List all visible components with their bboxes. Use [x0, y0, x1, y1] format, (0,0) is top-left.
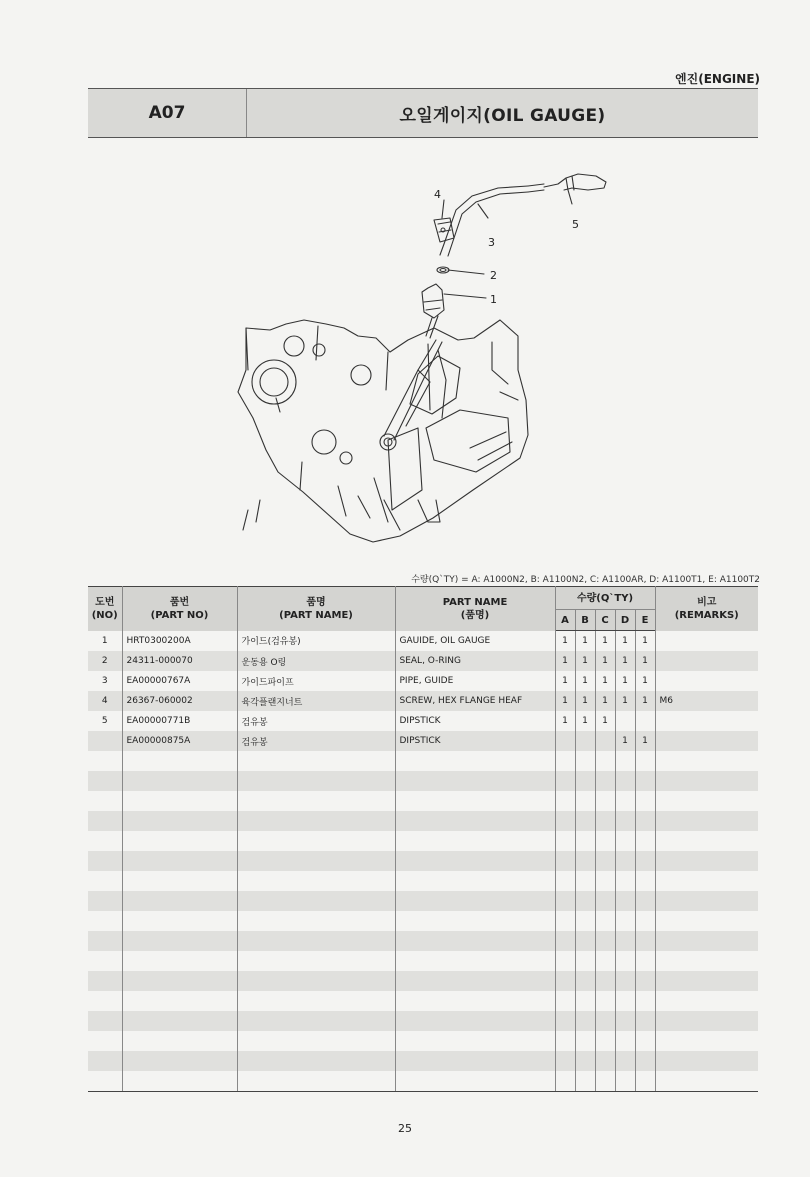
cell-qty-a: 1 — [555, 711, 575, 731]
cell-qty-b — [575, 731, 595, 751]
cell-qty-c: 1 — [595, 631, 615, 652]
cell-name-ko — [237, 931, 395, 951]
cell-qty-c — [595, 1031, 615, 1051]
table-row — [88, 1031, 758, 1051]
cell-qty-b — [575, 951, 595, 971]
table-row — [88, 751, 758, 771]
cell-qty-c — [595, 751, 615, 771]
cell-qty-d: 1 — [615, 631, 635, 652]
cell-qty-c — [595, 851, 615, 871]
cell-qty-a: 1 — [555, 631, 575, 652]
col-part-no-header: 품번 (PART NO) — [122, 587, 237, 631]
cell-qty-a — [555, 771, 575, 791]
cell-qty-d — [615, 1071, 635, 1092]
cell-part-no — [122, 771, 237, 791]
cell-name-ko: 육각플랜지너트 — [237, 691, 395, 711]
cell-qty-e — [635, 751, 655, 771]
cell-qty-d — [615, 871, 635, 891]
title-band — [88, 88, 758, 138]
cell-remarks — [655, 1051, 758, 1071]
cell-part-no — [122, 831, 237, 851]
cell-qty-e — [635, 971, 655, 991]
cell-qty-a — [555, 831, 575, 851]
cell-qty-d — [615, 811, 635, 831]
qty-col-e: E — [635, 610, 655, 631]
cell-name-en: SEAL, O-RING — [395, 651, 555, 671]
cell-name-en — [395, 851, 555, 871]
cell-name-ko: 검유봉 — [237, 731, 395, 751]
cell-qty-e — [635, 871, 655, 891]
cell-qty-a — [555, 951, 575, 971]
cell-no: 5 — [88, 711, 122, 731]
cell-qty-d — [615, 891, 635, 911]
cell-qty-d — [615, 1031, 635, 1051]
cell-no — [88, 1031, 122, 1051]
cell-qty-e — [635, 1071, 655, 1092]
cell-qty-a: 1 — [555, 691, 575, 711]
table-row — [88, 631, 758, 652]
cell-qty-e — [635, 1011, 655, 1031]
block-bore — [252, 360, 296, 404]
cell-qty-d: 1 — [615, 691, 635, 711]
cell-qty-a: 1 — [555, 671, 575, 691]
qty-col-a: A — [555, 610, 575, 631]
table-row — [88, 851, 758, 871]
cell-qty-c — [595, 811, 615, 831]
cell-no — [88, 1011, 122, 1031]
col-qty-header: 수량(Q`TY) — [555, 587, 655, 610]
cell-qty-a — [555, 891, 575, 911]
col-part-name-en-header: PART NAME (품명) — [395, 587, 555, 631]
cell-name-ko: 운동용 O링 — [237, 651, 395, 671]
part-2-o-ring — [437, 267, 449, 273]
table-row — [88, 671, 758, 691]
cell-name-en: GAUIDE, OIL GAUGE — [395, 631, 555, 652]
table-row — [88, 1011, 758, 1031]
cell-qty-c — [595, 771, 615, 791]
cell-remarks — [655, 651, 758, 671]
table-row — [88, 951, 758, 971]
table-row — [88, 911, 758, 931]
cell-qty-b: 1 — [575, 711, 595, 731]
cell-qty-c: 1 — [595, 711, 615, 731]
table-row — [88, 791, 758, 811]
table-row — [88, 1051, 758, 1071]
cell-name-en — [395, 891, 555, 911]
engine-block — [238, 320, 528, 542]
callout-1: 1 — [490, 293, 497, 306]
cell-qty-a: 1 — [555, 651, 575, 671]
cell-qty-c — [595, 1071, 615, 1092]
cell-part-no — [122, 931, 237, 951]
cell-qty-d — [615, 951, 635, 971]
cell-name-ko — [237, 991, 395, 1011]
cell-qty-a — [555, 871, 575, 891]
cell-part-no: 24311-000070 — [122, 651, 237, 671]
section-label: 엔진(ENGINE) — [675, 72, 760, 86]
cell-part-no: HRT0300200A — [122, 631, 237, 652]
cell-qty-d — [615, 751, 635, 771]
cell-qty-c: 1 — [595, 691, 615, 711]
callout-5: 5 — [572, 218, 579, 231]
cell-remarks — [655, 911, 758, 931]
table-row — [88, 991, 758, 1011]
cell-name-en — [395, 931, 555, 951]
cell-qty-b — [575, 971, 595, 991]
cell-qty-a — [555, 751, 575, 771]
cell-qty-a — [555, 851, 575, 871]
cell-qty-d: 1 — [615, 671, 635, 691]
table-row — [88, 1071, 758, 1092]
cell-qty-a — [555, 1031, 575, 1051]
cell-qty-e — [635, 1031, 655, 1051]
cell-name-en — [395, 751, 555, 771]
cell-qty-b — [575, 991, 595, 1011]
qty-legend: 수량(Q`TY) = A: A1000N2, B: A1100N2, C: A1100AR, D: A1100T1, E: A1100T2 — [411, 575, 760, 585]
cell-no — [88, 891, 122, 911]
cell-qty-a — [555, 911, 575, 931]
cell-part-no — [122, 971, 237, 991]
table-row — [88, 691, 758, 711]
cell-qty-c — [595, 1051, 615, 1071]
cell-name-ko — [237, 831, 395, 851]
cell-part-no — [122, 991, 237, 1011]
cell-qty-b — [575, 751, 595, 771]
cell-qty-e — [635, 831, 655, 851]
table-row — [88, 711, 758, 731]
cell-name-en — [395, 871, 555, 891]
cell-part-no — [122, 1011, 237, 1031]
cell-qty-b — [575, 851, 595, 871]
cell-name-en — [395, 1071, 555, 1092]
cell-qty-e — [635, 711, 655, 731]
cell-qty-c — [595, 791, 615, 811]
callout-3: 3 — [488, 236, 495, 249]
cell-qty-b — [575, 1051, 595, 1071]
cell-remarks — [655, 831, 758, 851]
cell-qty-b — [575, 911, 595, 931]
cell-qty-c — [595, 1011, 615, 1031]
cell-name-en — [395, 951, 555, 971]
parts-table-container — [88, 586, 758, 1092]
cell-qty-d — [615, 771, 635, 791]
cell-qty-d — [615, 931, 635, 951]
cell-no — [88, 731, 122, 751]
cell-qty-e: 1 — [635, 731, 655, 751]
cell-no: 2 — [88, 651, 122, 671]
qty-col-b: B — [575, 610, 595, 631]
cell-remarks — [655, 1031, 758, 1051]
cell-name-en: PIPE, GUIDE — [395, 671, 555, 691]
cell-no — [88, 1051, 122, 1071]
cell-qty-e — [635, 791, 655, 811]
cell-part-no — [122, 811, 237, 831]
cell-qty-e — [635, 851, 655, 871]
cell-name-ko — [237, 891, 395, 911]
cell-no — [88, 1071, 122, 1092]
cell-qty-e — [635, 771, 655, 791]
cell-qty-e — [635, 891, 655, 911]
cell-no: 3 — [88, 671, 122, 691]
cell-qty-b — [575, 931, 595, 951]
cell-qty-c — [595, 931, 615, 951]
cell-no — [88, 831, 122, 851]
col-part-name-ko-header: 품명 (PART NAME) — [237, 587, 395, 631]
cell-qty-a — [555, 791, 575, 811]
cell-qty-d — [615, 791, 635, 811]
cell-no — [88, 951, 122, 971]
cell-qty-a — [555, 731, 575, 751]
cell-qty-b — [575, 1071, 595, 1092]
cell-remarks — [655, 771, 758, 791]
table-row — [88, 931, 758, 951]
cell-qty-e: 1 — [635, 671, 655, 691]
cell-qty-c — [595, 891, 615, 911]
table-row — [88, 811, 758, 831]
cell-qty-c — [595, 831, 615, 851]
cell-remarks — [655, 871, 758, 891]
cell-part-no — [122, 911, 237, 931]
cell-remarks — [655, 1011, 758, 1031]
guide-pipe-lower — [384, 340, 442, 440]
cell-part-no — [122, 891, 237, 911]
exploded-parts-diagram — [88, 160, 758, 570]
cell-part-no — [122, 1051, 237, 1071]
cell-no — [88, 911, 122, 931]
cell-remarks — [655, 731, 758, 751]
table-row — [88, 891, 758, 911]
cell-part-no: 26367-060002 — [122, 691, 237, 711]
cell-part-no — [122, 751, 237, 771]
cell-no — [88, 771, 122, 791]
cell-name-ko — [237, 811, 395, 831]
cell-name-en: SCREW, HEX FLANGE HEAF — [395, 691, 555, 711]
cell-qty-b: 1 — [575, 651, 595, 671]
cell-qty-e: 1 — [635, 651, 655, 671]
cell-qty-c — [595, 971, 615, 991]
cell-part-no: EA00000771B — [122, 711, 237, 731]
cell-name-en: DIPSTICK — [395, 731, 555, 751]
cell-name-en — [395, 991, 555, 1011]
cell-qty-d — [615, 851, 635, 871]
cell-qty-d — [615, 991, 635, 1011]
cell-name-ko: 검유봉 — [237, 711, 395, 731]
cell-qty-c: 1 — [595, 671, 615, 691]
cell-name-en — [395, 831, 555, 851]
cell-name-en — [395, 1011, 555, 1031]
cell-remarks: M6 — [655, 691, 758, 711]
cell-name-ko: 가이드파이프 — [237, 671, 395, 691]
cell-part-no — [122, 851, 237, 871]
group-code: A07 — [88, 89, 247, 137]
cell-qty-c — [595, 991, 615, 1011]
cell-name-ko — [237, 1071, 395, 1092]
cell-qty-a — [555, 971, 575, 991]
cell-name-en — [395, 1031, 555, 1051]
part-3-guide-pipe — [440, 186, 528, 256]
cell-no — [88, 811, 122, 831]
cell-part-no: EA00000767A — [122, 671, 237, 691]
cell-name-ko: 가이드(검유봉) — [237, 631, 395, 652]
cell-qty-b — [575, 831, 595, 851]
cell-qty-e — [635, 811, 655, 831]
cell-qty-e — [635, 911, 655, 931]
cell-remarks — [655, 751, 758, 771]
cell-qty-d: 1 — [615, 731, 635, 751]
cell-name-en — [395, 971, 555, 991]
cell-remarks — [655, 631, 758, 652]
table-row — [88, 871, 758, 891]
cell-qty-a — [555, 1051, 575, 1071]
table-row — [88, 771, 758, 791]
cell-remarks — [655, 971, 758, 991]
cell-remarks — [655, 671, 758, 691]
cell-qty-d — [615, 1011, 635, 1031]
cell-name-en — [395, 1051, 555, 1071]
cell-qty-e — [635, 1051, 655, 1071]
cell-part-no — [122, 951, 237, 971]
cell-name-ko — [237, 1031, 395, 1051]
cell-part-no: EA00000875A — [122, 731, 237, 751]
cell-qty-b: 1 — [575, 691, 595, 711]
col-remarks-header: 비고 (REMARKS) — [655, 587, 758, 631]
qty-col-c: C — [595, 610, 615, 631]
qty-col-d: D — [615, 610, 635, 631]
cell-name-ko — [237, 951, 395, 971]
cell-name-ko — [237, 911, 395, 931]
cell-qty-c — [595, 871, 615, 891]
cell-qty-e — [635, 931, 655, 951]
cell-name-ko — [237, 971, 395, 991]
cell-name-ko — [237, 851, 395, 871]
cell-part-no — [122, 1031, 237, 1051]
cell-name-ko — [237, 1051, 395, 1071]
cell-qty-b — [575, 771, 595, 791]
cell-qty-c — [595, 731, 615, 751]
cell-qty-c: 1 — [595, 651, 615, 671]
cell-remarks — [655, 1071, 758, 1092]
callout-4: 4 — [434, 188, 441, 201]
cell-qty-b — [575, 811, 595, 831]
cell-qty-d — [615, 971, 635, 991]
cell-qty-b: 1 — [575, 631, 595, 652]
cell-remarks — [655, 811, 758, 831]
cell-qty-a — [555, 991, 575, 1011]
cell-no — [88, 991, 122, 1011]
cell-qty-c — [595, 911, 615, 931]
cell-qty-b — [575, 1031, 595, 1051]
cell-name-ko — [237, 791, 395, 811]
cell-remarks — [655, 951, 758, 971]
cell-qty-a — [555, 1011, 575, 1031]
cell-part-no — [122, 791, 237, 811]
cell-qty-b: 1 — [575, 671, 595, 691]
cell-remarks — [655, 851, 758, 871]
table-row — [88, 731, 758, 751]
cell-remarks — [655, 891, 758, 911]
cell-qty-e — [635, 991, 655, 1011]
cell-name-en — [395, 811, 555, 831]
cell-qty-d — [615, 831, 635, 851]
cell-name-ko — [237, 771, 395, 791]
parts-table — [88, 586, 758, 1092]
cell-qty-e — [635, 951, 655, 971]
cell-qty-d — [615, 711, 635, 731]
cell-qty-d — [615, 1051, 635, 1071]
cell-remarks — [655, 931, 758, 951]
cell-name-en — [395, 911, 555, 931]
cell-remarks — [655, 991, 758, 1011]
cell-remarks — [655, 791, 758, 811]
cell-no: 4 — [88, 691, 122, 711]
cell-name-en — [395, 791, 555, 811]
cell-qty-d: 1 — [615, 651, 635, 671]
cell-no — [88, 971, 122, 991]
cell-no — [88, 791, 122, 811]
table-row — [88, 831, 758, 851]
cell-qty-a — [555, 931, 575, 951]
part-5-dipstick — [544, 174, 606, 190]
cell-name-ko — [237, 871, 395, 891]
cell-no — [88, 871, 122, 891]
cell-remarks — [655, 711, 758, 731]
cell-no: 1 — [88, 631, 122, 652]
table-row — [88, 651, 758, 671]
page-number: 25 — [398, 1122, 412, 1135]
cell-qty-e: 1 — [635, 631, 655, 652]
cell-part-no — [122, 871, 237, 891]
cell-qty-b — [575, 791, 595, 811]
callout-2: 2 — [490, 269, 497, 282]
cell-no — [88, 931, 122, 951]
table-row — [88, 971, 758, 991]
cell-part-no — [122, 1071, 237, 1092]
cell-no — [88, 751, 122, 771]
cell-name-ko — [237, 751, 395, 771]
cell-qty-b — [575, 891, 595, 911]
cell-no — [88, 851, 122, 871]
col-no-header: 도번 (NO) — [88, 587, 122, 631]
group-title: 오일게이지(OIL GAUGE) — [399, 105, 606, 126]
cell-qty-b — [575, 871, 595, 891]
cell-name-ko — [237, 1011, 395, 1031]
cell-name-en: DIPSTICK — [395, 711, 555, 731]
cell-qty-c — [595, 951, 615, 971]
cell-qty-e: 1 — [635, 691, 655, 711]
cell-qty-a — [555, 811, 575, 831]
cell-qty-a — [555, 1071, 575, 1092]
cell-qty-d — [615, 911, 635, 931]
cell-name-en — [395, 771, 555, 791]
cell-qty-b — [575, 1011, 595, 1031]
